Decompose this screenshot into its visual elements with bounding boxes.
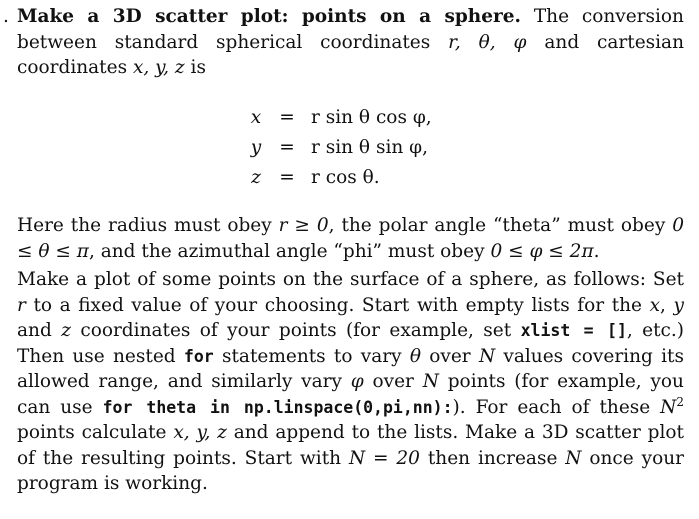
math-var: z (61, 320, 71, 341)
math-var: r (17, 294, 26, 316)
intro-text-1: The conversion between standard spherical coordinates (17, 6, 684, 53)
math-var: N (422, 371, 439, 392)
instructions-text: points calculate (17, 422, 167, 443)
instructions-text: then increase (427, 447, 558, 469)
instructions-text: once your program is working. (17, 447, 684, 494)
math-var: N (478, 345, 496, 367)
math-var: N (565, 447, 582, 469)
instructions-text: , (660, 294, 666, 316)
equation-y (0, 135, 699, 161)
instructions-text: and append to the lists. Make a 3D scatter plot of the resulting points. Start with (17, 422, 684, 469)
list-bullet: . (3, 6, 9, 27)
equation-z (0, 165, 699, 191)
equals-sign: = (279, 107, 295, 128)
instructions-text: Make a plot of some points on the surface of a sphere, as follows: Set (17, 269, 684, 290)
equation-rhs: r sin θ sin φ, (311, 137, 428, 158)
equation-lhs: y (250, 137, 262, 158)
intro-text-3: is (190, 57, 206, 78)
instructions-text: values covering its allowed range, and similarly vary (17, 345, 684, 392)
equation-lhs: z (251, 167, 261, 188)
instructions-paragraph (17, 267, 684, 497)
instructions-text: , etc.) Then use nested (17, 320, 685, 367)
inline-code: xlist = [] (520, 321, 627, 340)
inline-code: for theta in np.linspace(0,pi,nn): (102, 397, 453, 417)
math-var: θ (409, 345, 421, 367)
instructions-text: ). For each of these (452, 396, 651, 418)
equals-sign: = (279, 137, 295, 158)
superscript: 2 (676, 394, 684, 409)
constraints-text-1: Here the radius must obey (17, 215, 272, 236)
equation-lhs: x (250, 107, 262, 128)
math-var: N = 20 (348, 447, 420, 469)
math-var: y (673, 294, 684, 316)
constraints-paragraph (17, 213, 684, 264)
phi-constraint: 0 ≤ φ ≤ 2π (490, 240, 594, 262)
constraints-text-3: , and the azimuthal angle “phi” must obey (88, 240, 485, 262)
instructions-text: to a fixed value of your choosing. Start with empty lists for the (33, 294, 643, 316)
intro-paragraph (17, 4, 684, 81)
constraints-text-2: , the polar angle “theta” must obey (328, 215, 666, 236)
equation-x (0, 105, 699, 131)
problem-heading: Make a 3D scatter plot: points on a sphere. (17, 6, 521, 27)
instructions-text: over (372, 371, 414, 392)
equation-rhs: r sin θ cos φ, (311, 107, 432, 128)
math-var: x, y, z (173, 422, 227, 443)
conversion-equations (0, 105, 699, 195)
theta-constraint: 0 ≤ θ ≤ π (17, 215, 684, 262)
instructions-text: and (17, 320, 52, 341)
instructions-text: over (429, 345, 471, 367)
instructions-text: points (for example, you can use (17, 371, 684, 418)
spherical-coordinates: r, θ, φ (448, 31, 527, 53)
instructions-text: coordinates of your points (for example, set (80, 320, 512, 341)
constraints-text-4: . (593, 240, 600, 262)
math-var: x (649, 294, 661, 316)
radius-constraint: r ≥ 0 (278, 215, 329, 236)
math-var: φ (350, 371, 364, 392)
equation-rhs: r cos θ. (311, 167, 380, 188)
equals-sign: = (279, 167, 295, 188)
math-var: N (660, 396, 677, 418)
intro-text-2: and cartesian coordinates (17, 31, 684, 78)
instructions-text: statements to vary (221, 345, 402, 367)
cartesian-coordinates: x, y, z (132, 57, 185, 78)
inline-code: for (183, 346, 214, 366)
